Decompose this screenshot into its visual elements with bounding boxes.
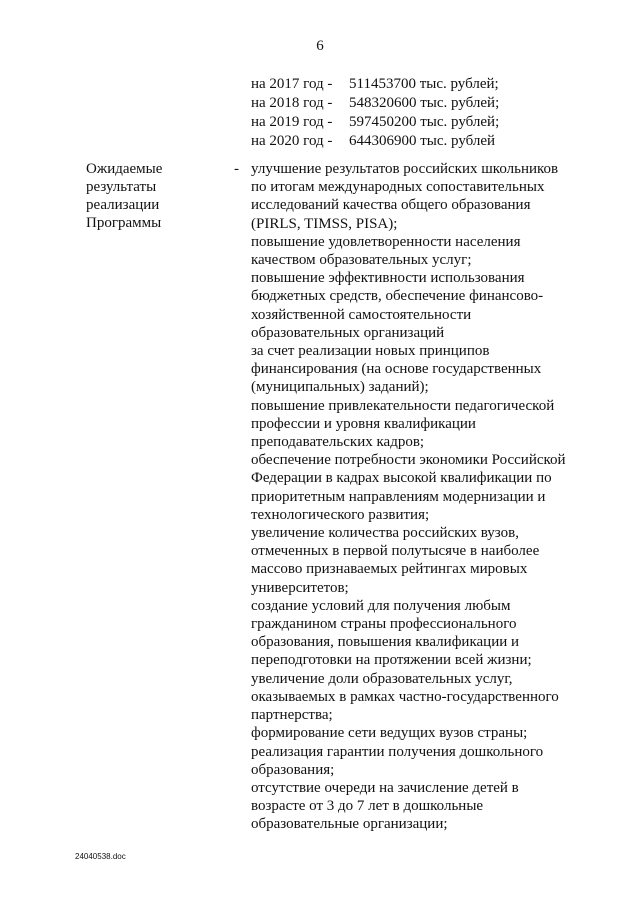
results-line: возрасте от 3 до 7 лет в дошкольные	[251, 798, 484, 815]
results-line: обеспечение потребности экономики Российской	[251, 452, 566, 469]
page-number: 6	[316, 38, 324, 54]
results-line: повышение эффективности использования	[251, 270, 525, 287]
results-line: гражданином страны профессионального	[251, 616, 517, 633]
results-line: исследований качества общего образования	[251, 197, 531, 214]
section-label-line: результаты	[86, 179, 157, 195]
funding-year: на 2017 год -	[251, 76, 333, 92]
expected-results-text	[251, 160, 591, 834]
results-line: Федерации в кадрах высокой квалификации по	[251, 470, 552, 487]
results-line: увеличение количества российских вузов,	[251, 525, 519, 542]
funding-year: на 2018 год -	[251, 95, 333, 111]
section-label	[86, 160, 206, 232]
results-line: профессии и уровня квалификации	[251, 415, 476, 432]
funding-row	[251, 132, 499, 151]
results-line: финансирования (на основе государственных	[251, 361, 542, 378]
results-line: образовательные организации;	[251, 816, 448, 833]
funding-year: на 2020 год -	[251, 133, 333, 149]
results-line: образования, повышения квалификации и	[251, 634, 520, 651]
funding-amount: 644306900 тыс. рублей	[349, 133, 496, 149]
results-line: (PIRLS, TIMSS, PISA);	[251, 215, 398, 232]
results-line: переподготовки на протяжении всей жизни;	[251, 652, 532, 669]
results-line: повышение удовлетворенности населения	[251, 233, 521, 250]
results-line: формирование сети ведущих вузов страны;	[251, 725, 528, 742]
results-line: преподавательских кадров;	[251, 434, 425, 451]
results-line: массово признаваемых рейтингах мировых	[251, 561, 528, 578]
results-line: университетов;	[251, 579, 349, 596]
results-line: партнерства;	[251, 707, 333, 724]
footer-file-name: 24040538.doc	[75, 852, 126, 861]
funding-amount: 511453700 тыс. рублей;	[349, 76, 499, 92]
results-line: приоритетным направлениям модернизации и	[251, 488, 546, 505]
funding-row	[251, 94, 499, 113]
funding-list	[251, 75, 499, 151]
results-line: реализация гарантии получения дошкольного	[251, 743, 544, 760]
results-line: качеством образовательных услуг;	[251, 252, 472, 269]
results-line: технологического развития;	[251, 506, 430, 523]
section-label-line: реализации	[86, 197, 160, 213]
results-line: образовательных организаций	[251, 324, 445, 341]
results-line: бюджетных средств, обеспечение финансово-	[251, 288, 544, 305]
results-line: (муниципальных) заданий);	[251, 379, 429, 396]
results-line: повышение привлекательности педагогической	[251, 397, 555, 414]
separator-dash: -	[234, 161, 239, 177]
funding-amount: 597450200 тыс. рублей;	[349, 114, 500, 130]
results-line: образования;	[251, 761, 335, 778]
funding-amount: 548320600 тыс. рублей;	[349, 95, 500, 111]
results-line: отмеченных в первой полутысяче в наиболее	[251, 543, 540, 560]
results-line: увеличение доли образовательных услуг,	[251, 670, 513, 687]
funding-row	[251, 75, 499, 94]
section-label-line: Программы	[86, 215, 162, 231]
results-line: оказываемых в рамках частно-государственного	[251, 688, 559, 705]
funding-year: на 2019 год -	[251, 114, 333, 130]
results-line: хозяйственной самостоятельности	[251, 306, 472, 323]
funding-row	[251, 113, 499, 132]
results-line: за счет реализации новых принципов	[251, 343, 490, 360]
section-label-line: Ожидаемые	[86, 161, 163, 177]
results-line: создание условий для получения любым	[251, 597, 511, 614]
results-line: отсутствие очереди на зачисление детей в	[251, 779, 519, 796]
results-line: улучшение результатов российских школьников	[251, 161, 559, 177]
results-line: по итогам международных сопоставительных	[251, 179, 545, 196]
